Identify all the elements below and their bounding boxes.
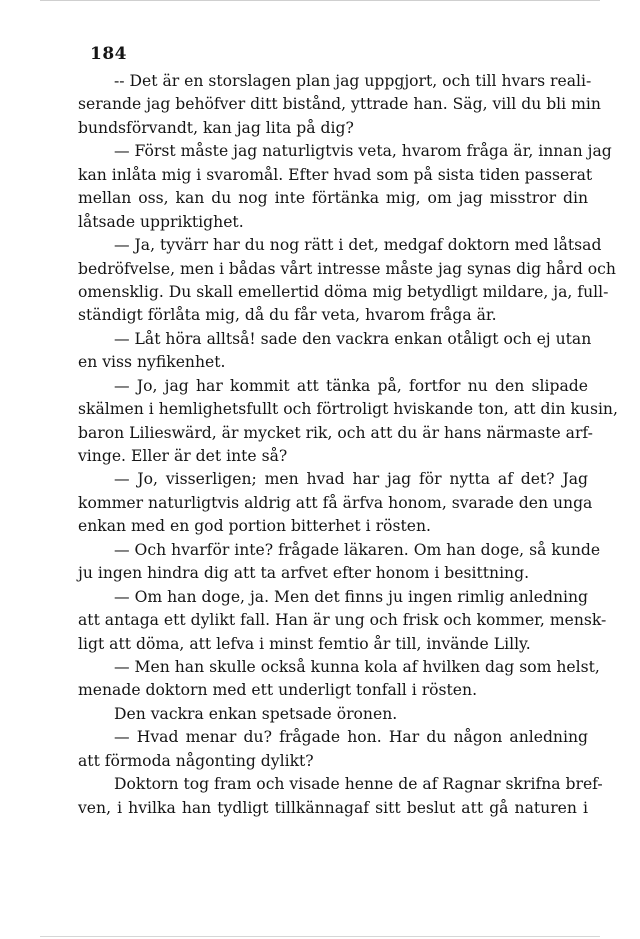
text-line: menade doktorn med ett underligt tonfall i rösten. — [78, 681, 478, 700]
text-line: serande jag behöfver ditt bistånd, yttrade han. Säg, vill du bli min — [78, 95, 601, 114]
text-line: vinge. Eller är det inte så? — [78, 447, 288, 465]
text-line: omensklig. Du skall emellertid döma mig betydligt mildare, ja, full- — [78, 282, 609, 301]
text-line: ligt att döma, att lefva i minst femtio år till, invände Lilly. — [78, 634, 531, 653]
text-line: mellan oss, kan du nog inte förtänka mig, om jag misstror din — [78, 189, 588, 208]
text-line: enkan med en god portion bitterhet i rösten. — [78, 517, 431, 536]
text-line: baron Lilieswärd, är mycket rik, och att du är hans närmaste arf- — [78, 423, 593, 442]
text-line: skälmen i hemlighetsfullt och förtroligt hviskande ton, att din kusin, — [78, 400, 618, 419]
text-line: kan inlåta mig i svaromål. Efter hvad som på sista tiden passerat — [78, 165, 593, 184]
text-line: Den vackra enkan spetsade öronen. — [114, 704, 398, 723]
text-line: — Hvad menar du? frågade hon. Har du någon anledning — [114, 728, 588, 747]
text-line: att antaga ett dylikt fall. Han är ung och frisk och kommer, mensk- — [78, 611, 607, 630]
bottom-edge-line — [40, 936, 600, 937]
text-line: ven, i hvilka han tydligt tillkännagaf sitt beslut att gå naturen i — [78, 798, 588, 817]
text-line: — Först måste jag naturligtvis veta, hvarom fråga är, innan jag — [114, 142, 612, 161]
text-line: ju ingen hindra dig att ta arfvet efter honom i besittning. — [78, 564, 530, 583]
text-line: — Men han skulle också kunna kola af hvilken dag som helst, — [114, 657, 600, 676]
text-line: -- Det är en storslagen plan jag uppgjort, och till hvars reali- — [114, 72, 592, 90]
text-line: — Om han doge, ja. Men det finns ju ingen rimlig anledning — [114, 587, 588, 606]
text-line: låtsade uppriktighet. — [78, 212, 244, 231]
text-line: bundsförvandt, kan jag lita på dig? — [78, 118, 354, 137]
text-line: kommer naturligtvis aldrig att få ärfva honom, svarade den unga — [78, 493, 593, 512]
text-line: ständigt förlåta mig, då du får veta, hvarom fråga är. — [78, 306, 497, 325]
top-edge-line — [40, 0, 600, 1]
page-number: 184 — [90, 44, 127, 64]
text-line: att förmoda någonting dylikt? — [78, 751, 314, 770]
text-line: — Låt höra alltså! sade den vackra enkan otåligt och ej utan — [114, 329, 592, 348]
text-line: bedröfvelse, men i bådas vårt intresse måste jag synas dig hård och — [78, 259, 616, 278]
text-line: — Jo, jag har kommit att tänka på, fortfor nu den slipade — [114, 376, 588, 395]
text-line: Doktorn tog fram och visade henne de af Ragnar skrifna bref- — [114, 775, 603, 794]
text-line: en viss nyfikenhet. — [78, 353, 226, 372]
text-line: — Jo, visserligen; men hvad har jag för nytta af det? Jag — [114, 470, 588, 489]
text-line: — Och hvarför inte? frågade läkaren. Om han doge, så kunde — [114, 540, 601, 559]
text-line: — Ja, tyvärr har du nog rätt i det, medgaf doktorn med låtsad — [114, 236, 602, 255]
body-text — [78, 70, 618, 820]
